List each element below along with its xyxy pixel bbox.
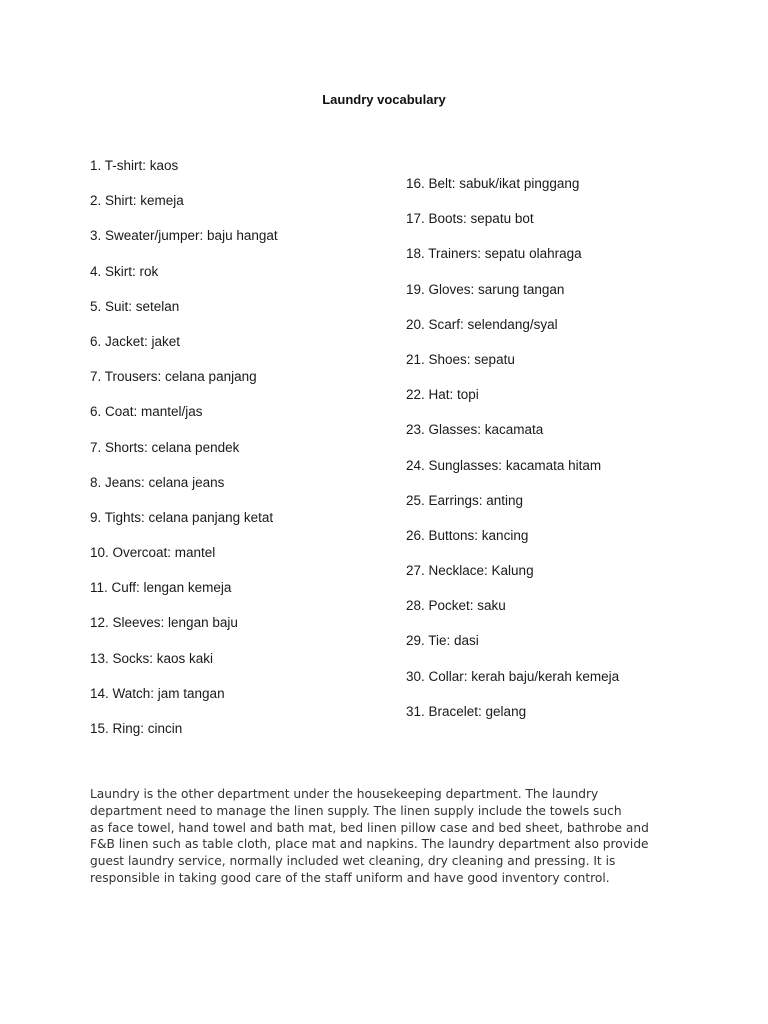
vocabulary-item: 21. Shoes: sepatu [406, 351, 515, 367]
vocabulary-item: 6. Coat: mantel/jas [90, 404, 203, 420]
vocabulary-item: 16. Belt: sabuk/ikat pinggang [406, 176, 580, 191]
vocabulary-item: 11. Cuff: lengan kemeja [90, 580, 232, 596]
paragraph-line: as face towel, hand towel and bath mat, bed linen pillow case and bed sheet, bathrobe and [90, 820, 649, 835]
document-title: Laundry vocabulary [322, 92, 446, 107]
vocabulary-item: 30. Collar: kerah baju/kerah kemeja [406, 668, 620, 684]
vocabulary-list-left [90, 157, 278, 755]
paragraph-line: Laundry is the other department under the housekeeping department. The laundry [90, 787, 599, 801]
vocabulary-item: 22. Hat: topi [406, 387, 479, 403]
vocabulary-item: 6. Jacket: jaket [90, 333, 181, 349]
vocabulary-item: 13. Socks: kaos kaki [90, 650, 214, 666]
vocabulary-item: 8. Jeans: celana jeans [90, 474, 225, 490]
vocabulary-item: 20. Scarf: selendang/syal [406, 316, 558, 332]
vocabulary-item: 9. Tights: celana panjang ketat [90, 509, 274, 525]
paragraph-line: responsible in taking good care of the staff uniform and have good inventory control. [90, 870, 610, 885]
vocabulary-item: 26. Buttons: kancing [406, 527, 529, 543]
vocabulary-item: 15. Ring: cincin [90, 721, 183, 736]
vocabulary-item: 25. Earrings: anting [406, 492, 524, 508]
vocabulary-item: 19. Gloves: sarung tangan [406, 281, 565, 297]
vocabulary-item: 10. Overcoat: mantel [90, 545, 216, 561]
vocabulary-list-right [406, 175, 619, 738]
vocabulary-item: 27. Necklace: Kalung [406, 563, 534, 579]
vocabulary-item: 31. Bracelet: gelang [406, 703, 527, 719]
vocabulary-item: 18. Trainers: sepatu olahraga [406, 246, 582, 262]
vocabulary-item: 23. Glasses: kacamata [406, 422, 544, 438]
vocabulary-item: 4. Skirt: rok [90, 263, 159, 279]
laundry-description-paragraph [90, 786, 710, 887]
vocabulary-item: 3. Sweater/jumper: baju hangat [90, 228, 278, 244]
vocabulary-item: 14. Watch: jam tangan [90, 685, 225, 701]
vocabulary-item: 5. Suit: setelan [90, 298, 180, 314]
vocabulary-item: 12. Sleeves: lengan baju [90, 615, 238, 631]
vocabulary-item: 17. Boots: sepatu bot [406, 211, 534, 227]
vocabulary-item: 1. T-shirt: kaos [90, 158, 179, 173]
vocabulary-item: 7. Trousers: celana panjang [90, 369, 257, 385]
paragraph-line: department need to manage the linen supply. The linen supply include the towels such [90, 803, 622, 818]
vocabulary-item: 29. Tie: dasi [406, 633, 479, 649]
paragraph-line: guest laundry service, normally included wet cleaning, dry cleaning and pressing. It is [90, 854, 616, 869]
paragraph-line: F&B linen such as table cloth, place mat and napkins. The laundry department also provide [90, 837, 649, 852]
vocabulary-item: 24. Sunglasses: kacamata hitam [406, 457, 602, 473]
vocabulary-item: 2. Shirt: kemeja [90, 193, 184, 209]
vocabulary-item: 28. Pocket: saku [406, 598, 506, 614]
vocabulary-item: 7. Shorts: celana pendek [90, 439, 240, 455]
